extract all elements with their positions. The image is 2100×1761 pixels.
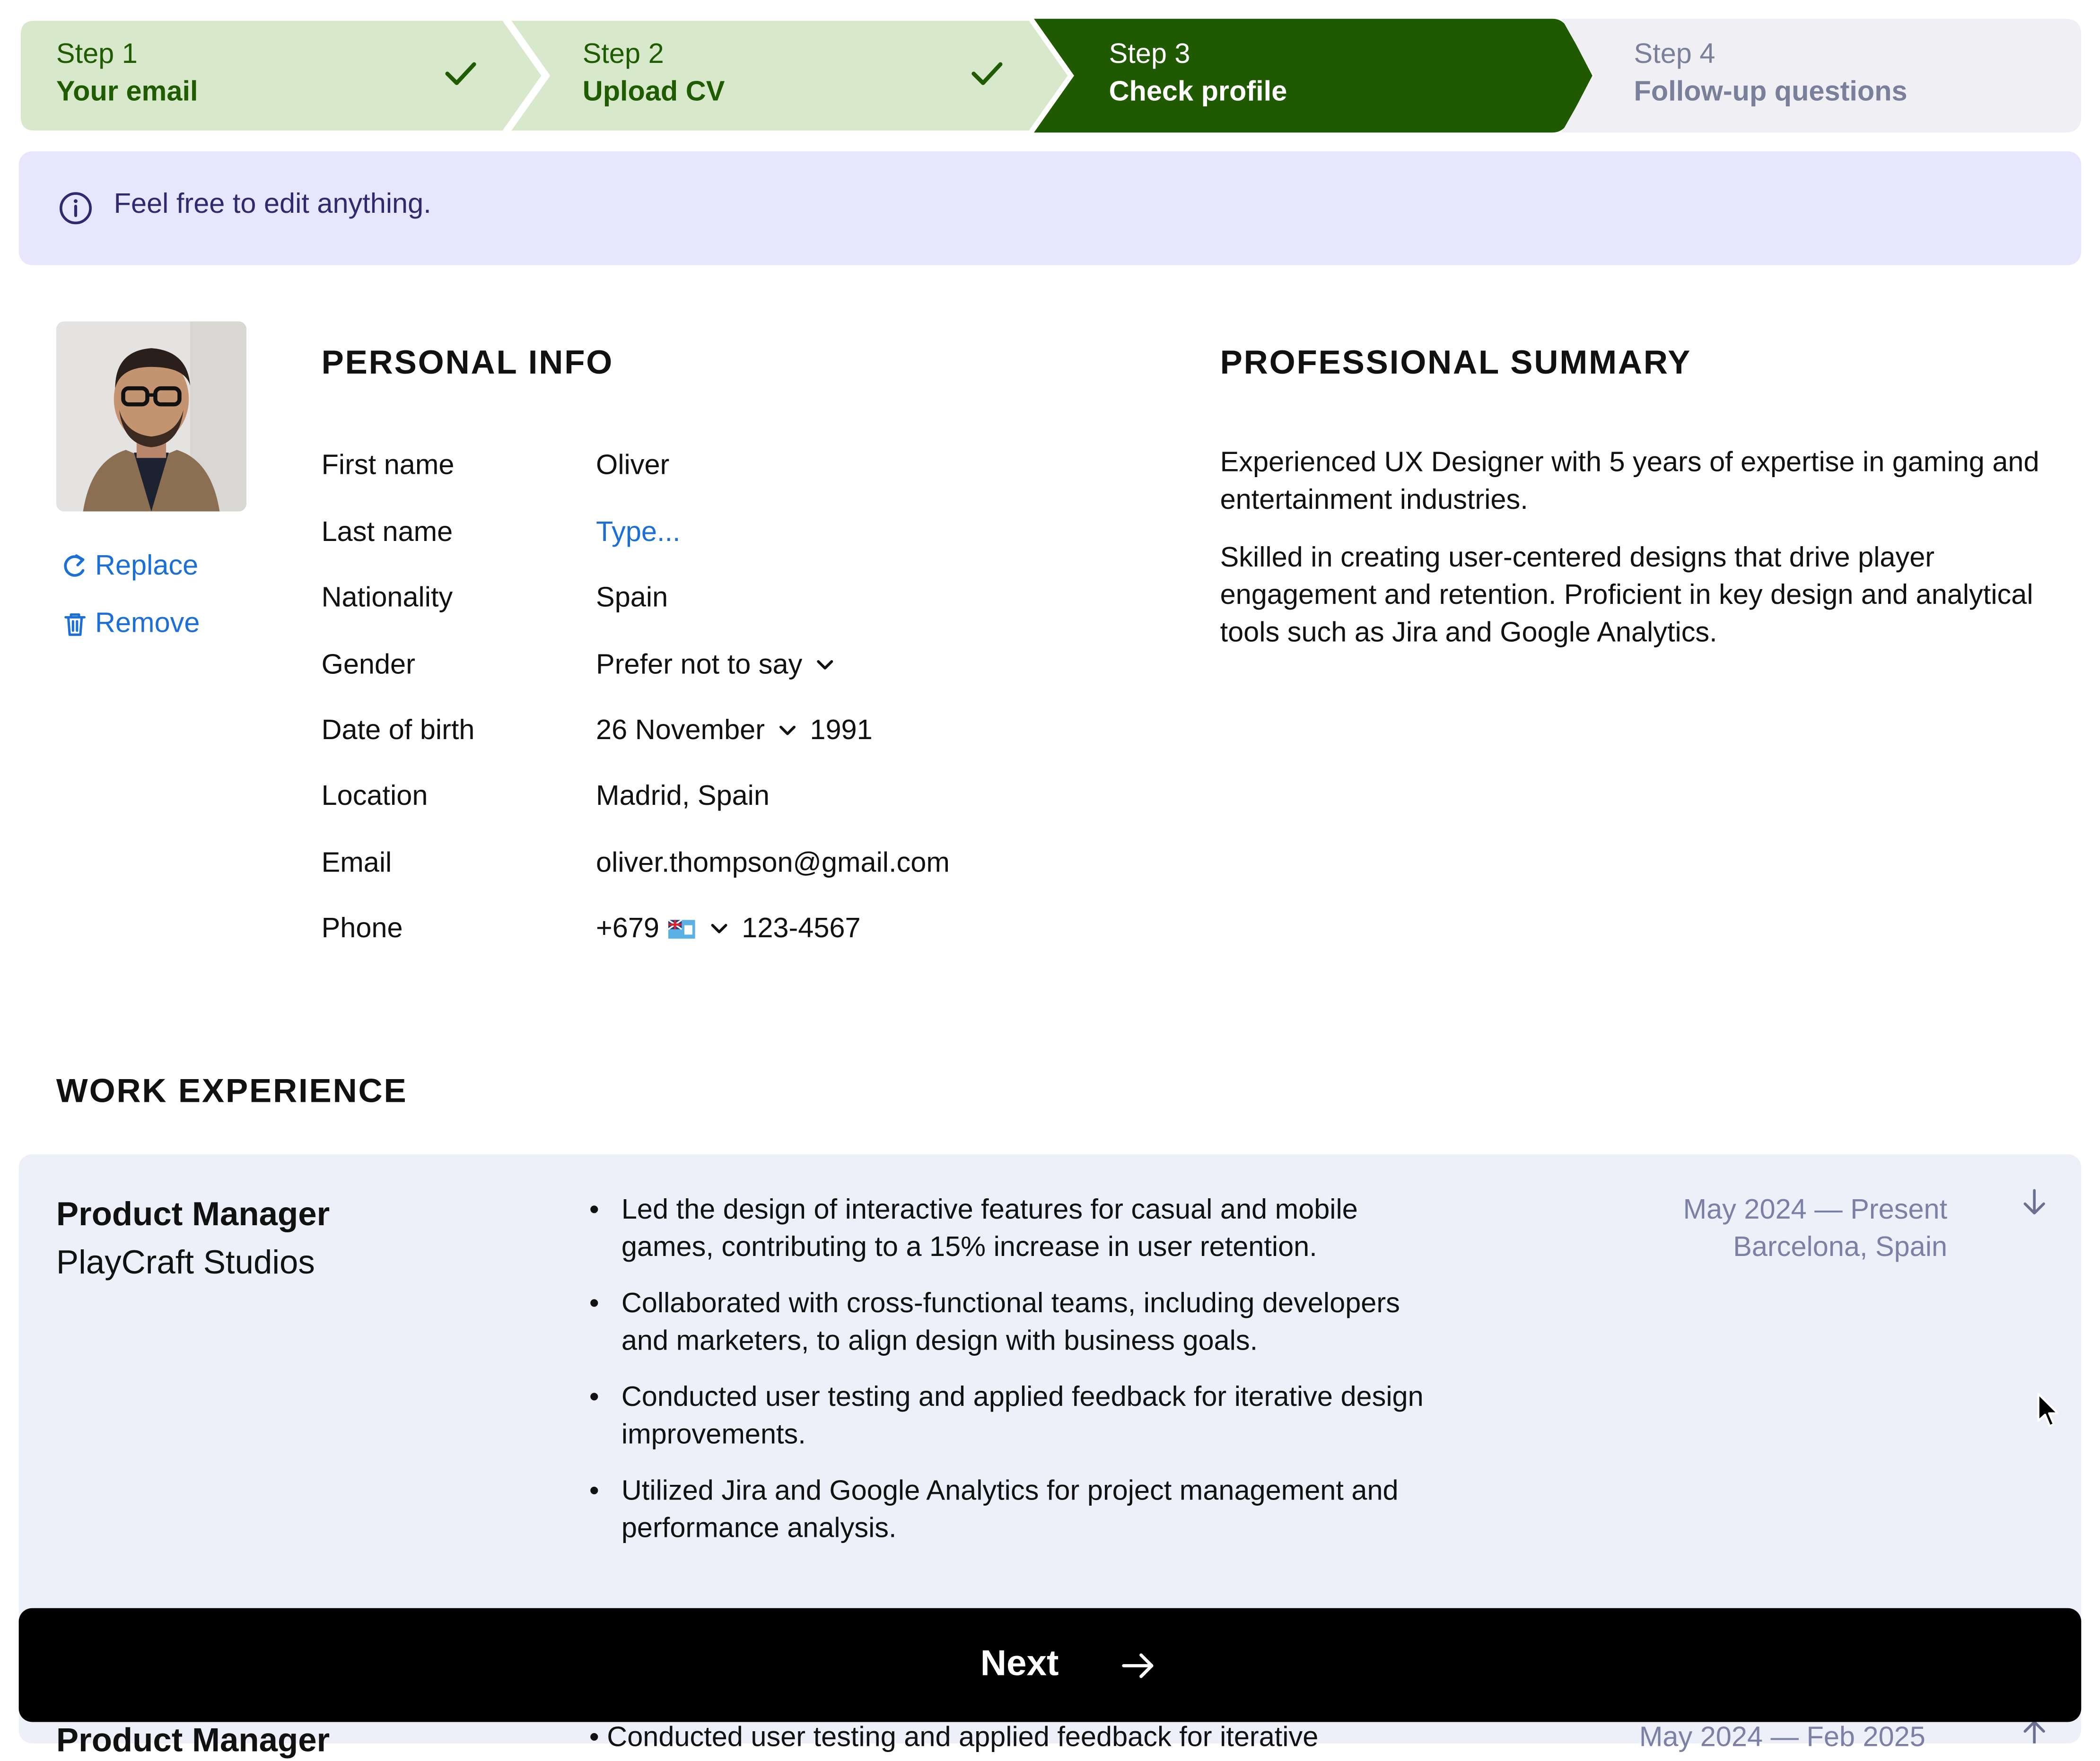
step-4[interactable] — [1634, 19, 2076, 133]
job-bullet[interactable]: • Conducted user testing and applied feedback for iterative design improvements. — [589, 1379, 1446, 1455]
job-bullet[interactable]: • Utilized Jira and Google Analytics for project management and performance analysis. — [589, 1473, 1446, 1548]
email-row — [322, 847, 1152, 888]
job-bullet-list — [589, 1192, 1446, 1567]
gender-value: Prefer not to say — [596, 649, 803, 680]
job-company[interactable]: PlayCraft Studios — [56, 1244, 315, 1282]
next-job-bullet: • Conducted user testing and applied feedback for iterative — [589, 1722, 1319, 1753]
nationality-row — [322, 583, 1152, 623]
move-up-icon[interactable] — [2020, 1719, 2049, 1744]
email-label: Email — [321, 847, 392, 879]
summary-paragraph-1[interactable]: Experienced UX Designer with 5 years of expertise in gaming and entertainment industries. — [1220, 447, 2039, 516]
step-3[interactable] — [1109, 19, 1565, 133]
step-4-title: Follow-up questions — [1634, 76, 1908, 107]
date-of-birth-label: Date of birth — [321, 715, 475, 746]
step-3-title: Check profile — [1109, 76, 1287, 107]
dob-day-month-value: 26 November — [596, 715, 765, 746]
last-name-field[interactable]: Type... — [596, 516, 681, 548]
remove-photo-link[interactable] — [63, 608, 224, 643]
step-2-number: Step 2 — [582, 39, 664, 70]
gender-row — [322, 649, 1152, 689]
phone-row — [322, 913, 1152, 953]
next-job-bullet-text: Conducted user testing and applied feedback for iterative — [607, 1722, 1319, 1753]
last-name-label: Last name — [321, 516, 453, 548]
remove-label: Remove — [95, 608, 200, 639]
chevron-down-icon — [704, 919, 734, 941]
date-of-birth-row — [322, 715, 1152, 755]
first-name-row — [322, 450, 1152, 490]
summary-paragraph-2[interactable]: Skilled in creating user-centered designs that drive player engagement and retention. Proficient in key design and analytical tools such as Jira and Google Analytics. — [1220, 542, 2033, 648]
next-label: Next — [980, 1643, 1059, 1683]
location-label: Location — [321, 780, 428, 811]
job-dates[interactable]: May 2024 — Present — [1683, 1194, 1948, 1225]
refresh-icon — [63, 553, 87, 580]
step-2-title: Upload CV — [582, 76, 725, 107]
step-1[interactable] — [56, 19, 512, 133]
job-bullet[interactable]: • Collaborated with cross-functional teams, including developers and marketers, to align design with business goals. — [589, 1285, 1446, 1360]
phone-code: +679 — [596, 913, 660, 944]
job-meta — [1683, 1192, 1948, 1267]
dob-year-field[interactable]: 1991 — [810, 715, 873, 746]
job-bullet[interactable]: • Led the design of interactive features for casual and mobile games, contributing to a 15% increase in user retention. — [589, 1192, 1446, 1267]
date-of-birth-field — [596, 715, 873, 747]
phone-field — [596, 913, 861, 945]
banner-text: Feel free to edit anything. — [114, 189, 431, 220]
professional-summary-heading: PROFESSIONAL SUMMARY — [1220, 344, 1692, 382]
email-field[interactable]: oliver.thompson@gmail.com — [596, 847, 950, 879]
info-banner — [19, 151, 2082, 265]
first-name-label: First name — [321, 450, 455, 481]
next-job-title: Product Manager — [56, 1722, 330, 1760]
mouse-cursor-icon — [2036, 1393, 2060, 1430]
phone-label: Phone — [321, 913, 403, 944]
work-experience-heading: WORK EXPERIENCE — [56, 1072, 408, 1110]
next-button[interactable] — [19, 1608, 2082, 1722]
arrow-right-icon — [1120, 1647, 1157, 1684]
info-icon — [58, 190, 94, 226]
step-1-title: Your email — [56, 76, 198, 107]
profile-photo — [56, 322, 246, 512]
location-field[interactable]: Madrid, Spain — [596, 780, 770, 811]
chevron-down-icon — [773, 721, 802, 742]
avatar-image — [56, 322, 246, 512]
step-3-number: Step 3 — [1109, 39, 1190, 70]
personal-info-heading: PERSONAL INFO — [321, 344, 614, 382]
gender-select[interactable] — [596, 649, 840, 681]
step-1-number: Step 1 — [56, 39, 138, 70]
check-icon — [970, 59, 1005, 88]
chevron-down-icon — [810, 655, 840, 677]
step-4-number: Step 4 — [1634, 39, 1715, 70]
nationality-label: Nationality — [321, 582, 453, 613]
check-icon — [443, 59, 478, 88]
job-title[interactable]: Product Manager — [56, 1195, 330, 1233]
phone-country-select[interactable] — [596, 913, 742, 944]
trash-icon — [63, 610, 87, 637]
replace-label: Replace — [95, 550, 199, 581]
next-job-dates: May 2024 — Feb 2025 — [1639, 1722, 1925, 1753]
replace-photo-link[interactable] — [63, 550, 224, 585]
dob-day-month-select[interactable] — [596, 715, 802, 746]
phone-number-field[interactable]: 123-4567 — [742, 913, 861, 944]
step-2[interactable] — [583, 19, 1038, 133]
last-name-row — [322, 517, 1152, 557]
first-name-field[interactable]: Oliver — [596, 450, 670, 481]
gender-label: Gender — [321, 649, 415, 680]
flag-icon — [667, 921, 697, 940]
move-down-icon[interactable] — [2020, 1188, 2049, 1217]
progress-stepper — [19, 19, 2082, 133]
job-location[interactable]: Barcelona, Spain — [1733, 1232, 1948, 1263]
location-row — [322, 781, 1152, 821]
nationality-field[interactable]: Spain — [596, 582, 668, 613]
